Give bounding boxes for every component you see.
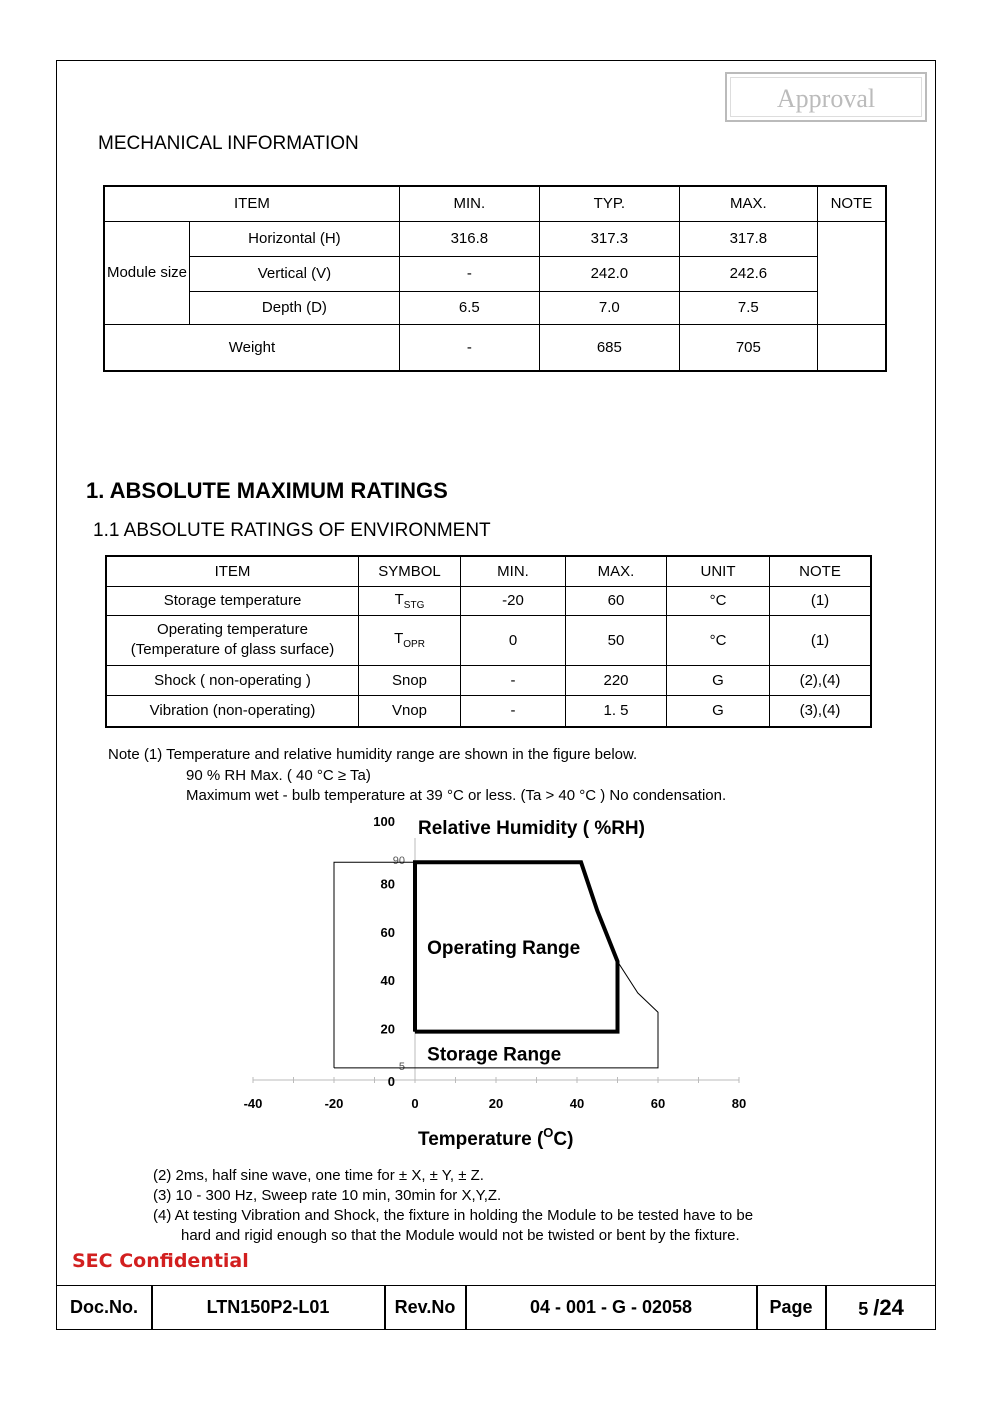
x-tick-label: 40 [569, 1096, 585, 1111]
col-header-unit: UNIT [667, 556, 770, 586]
table-cell: 316.8 [399, 221, 539, 256]
mechanical-title: MECHANICAL INFORMATION [98, 133, 359, 154]
col-header-max: MAX. [679, 186, 817, 221]
note-4-line-1: (4) At testing Vibration and Shock, the fixture in holding the Module to be tested have to be [153, 1207, 754, 1224]
rev-value: 04 - 001 - G - 02058 [529, 1297, 693, 1317]
x-tick-label: -40 [243, 1096, 263, 1111]
chart-xlabel: Temperature ($^O$C) [418, 1125, 574, 1150]
table-cell: Storage temperature [106, 586, 359, 615]
note-1-line-2: 90 % RH Max. ( 40 °C ≥ Ta) [186, 767, 371, 784]
storage-range-label: Storage Range [427, 1044, 562, 1066]
symbol-cell: $T_{OPR}$ [359, 615, 461, 665]
table-cell: 6.5 [399, 291, 539, 324]
note-1-line-1: Note (1) Temperature and relative humidity range are shown in the figure below. [108, 746, 638, 763]
note-cell [817, 221, 886, 324]
table-cell: Shock ( non-operating ) [106, 665, 359, 695]
col-header-min: MIN. [399, 186, 539, 221]
note-cell [817, 324, 886, 371]
x-tick-label: 80 [731, 1096, 747, 1111]
table-cell: 220 [566, 665, 667, 695]
x-tick-label: 60 [650, 1096, 666, 1111]
col-header-symbol: SYMBOL [359, 556, 461, 586]
col-header-item: ITEM [104, 186, 399, 221]
table-cell: 242.0 [539, 256, 679, 291]
table-cell: °C [667, 586, 770, 615]
table-cell: G [667, 665, 770, 695]
symbol-cell: $T_{STG}$ [359, 586, 461, 615]
storage-range-line [334, 862, 658, 1068]
page-label: Page [769, 1297, 813, 1317]
table-cell: 685 [539, 324, 679, 371]
y-tick-label: 20 [380, 1021, 395, 1037]
y-tick-label: 100 [373, 814, 395, 829]
table-cell: 60 [566, 586, 667, 615]
table-cell: (1) [770, 615, 872, 665]
table-cell: 317.8 [679, 221, 817, 256]
x-tick-label: -20 [324, 1096, 344, 1111]
table-cell: Depth (D) [190, 291, 400, 324]
module-size-label: Module size [104, 221, 190, 324]
mechanical-table [103, 185, 887, 372]
y-tick-label: 5 [398, 1060, 405, 1073]
note-2: (2) 2ms, half sine wave, one time for ± X, ± Y, ± Z. [153, 1167, 484, 1184]
chart-title: Relative Humidity ( %RH) [418, 818, 645, 839]
environment-table [105, 555, 872, 728]
y-tick-label: 40 [380, 973, 395, 989]
col-header-min: MIN. [461, 556, 566, 586]
table-cell: - [461, 695, 566, 727]
note-1-line-3: Maximum wet - bulb temperature at 39 °C or less. (Ta > 40 °C ) No condensation. [186, 787, 727, 804]
table-cell: 0 [461, 615, 566, 665]
table-cell: 50 [566, 615, 667, 665]
y-tick-label: 0 [387, 1074, 395, 1089]
table-cell: 317.3 [539, 221, 679, 256]
table-cell: 7.5 [679, 291, 817, 324]
col-header-typ: TYP. [539, 186, 679, 221]
col-header-item: ITEM [106, 556, 359, 586]
subsection-title: 1.1 ABSOLUTE RATINGS OF ENVIRONMENT [93, 520, 491, 541]
table-cell: Vertical (V) [190, 256, 400, 291]
table-cell: - [461, 665, 566, 695]
docno-value: LTN150P2-L01 [206, 1297, 330, 1317]
col-header-note: NOTE [770, 556, 872, 586]
table-cell: Horizontal (H) [190, 221, 400, 256]
page-number: 5 /24 [858, 1295, 904, 1320]
rev-label: Rev.No [394, 1297, 456, 1317]
table-cell: Vnop [359, 695, 461, 727]
x-tick-label: 20 [488, 1096, 504, 1111]
table-cell: 7.0 [539, 291, 679, 324]
table-cell: - [399, 324, 539, 371]
table-cell: G [667, 695, 770, 727]
approval-stamp: Approval [725, 72, 927, 122]
humidity-temperature-chart [230, 810, 770, 1155]
note-4-line-2: hard and rigid enough so that the Module would not be twisted or bent by the fixture. [181, 1227, 740, 1244]
table-cell: Vibration (non-operating) [106, 695, 359, 727]
docno-label: Doc.No. [69, 1297, 138, 1317]
note-3: (3) 10 - 300 Hz, Sweep rate 10 min, 30min for X,Y,Z. [153, 1187, 502, 1204]
weight-label: Weight [104, 324, 399, 371]
table-cell: - [399, 256, 539, 291]
table-cell: Snop [359, 665, 461, 695]
table-cell: (2),(4) [770, 665, 872, 695]
y-tick-label: 80 [380, 876, 395, 892]
operating-range-label: Operating Range [427, 938, 581, 960]
table-cell: -20 [461, 586, 566, 615]
y-tick-label: 60 [380, 924, 395, 940]
table-cell: 1. 5 [566, 695, 667, 727]
table-cell: 242.6 [679, 256, 817, 291]
x-tick-label: 0 [411, 1096, 419, 1111]
table-cell: °C [667, 615, 770, 665]
section-title: 1. ABSOLUTE MAXIMUM RATINGS [86, 478, 448, 503]
table-cell: Operating temperature (Temperature of glass surface) [106, 615, 359, 665]
table-cell: 705 [679, 324, 817, 371]
y-tick-label: 90 [392, 855, 405, 868]
confidential-label: SEC Confidential [72, 1250, 249, 1272]
table-cell: (1) [770, 586, 872, 615]
col-header-note: NOTE [817, 186, 886, 221]
col-header-max: MAX. [566, 556, 667, 586]
table-cell: (3),(4) [770, 695, 872, 727]
